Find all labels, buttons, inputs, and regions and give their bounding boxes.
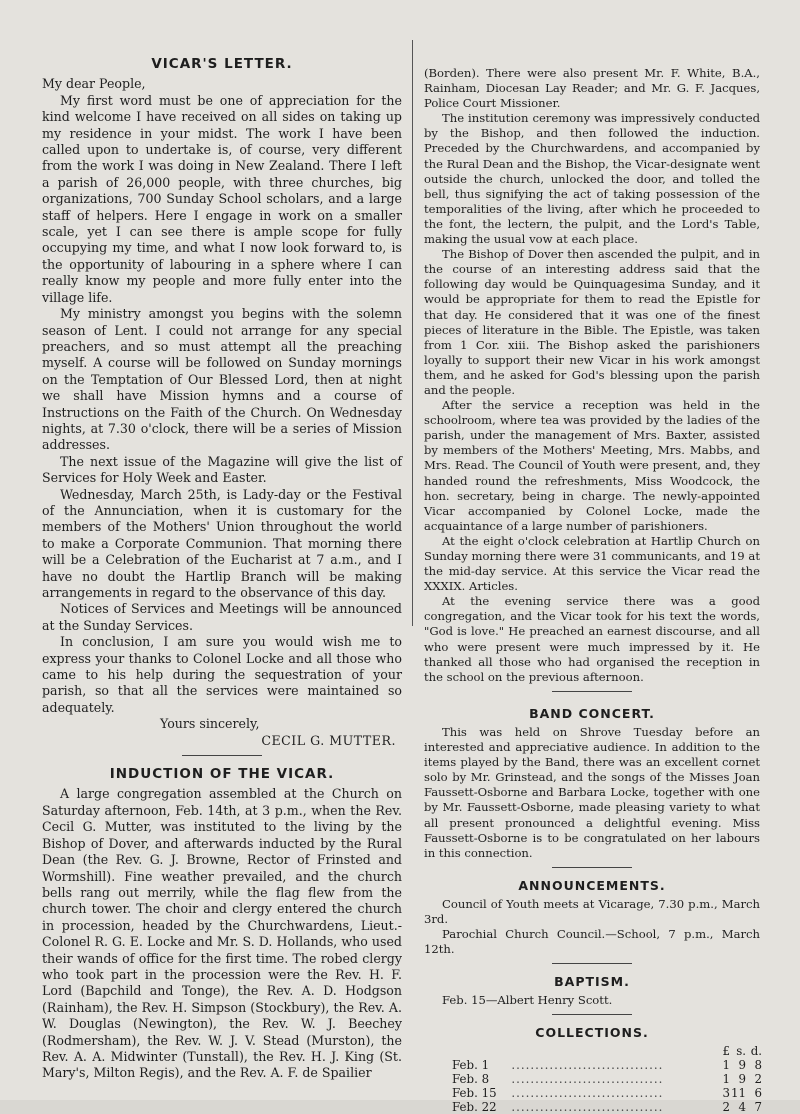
dot-leader: ................................ bbox=[511, 1057, 664, 1072]
collection-pence: 2 bbox=[754, 1071, 762, 1086]
collection-pounds: 1 bbox=[722, 1071, 730, 1086]
collection-pence: 7 bbox=[754, 1099, 762, 1114]
section-rule bbox=[552, 867, 632, 868]
pounds-header: £ bbox=[722, 1043, 730, 1058]
baptism-entry: Feb. 15—Albert Henry Scott. bbox=[442, 993, 613, 1008]
induction-paragraph: The Bishop of Dover then ascended the pulpit, and in the course of an interesting address said that the following day would be Quinquagesima Sunday, and it would be appropriate for them to read the Epistle for that day. He considered that it was one of the finest pieces of literature in the Bible. The Epistle, was taken from 1 Cor. xiii. The Bishop asked the parishioners loyally to support their new Vicar in his work amongst them, and he asked for God's blessing upon the parish and the people. bbox=[424, 247, 760, 397]
letter-paragraph: My ministry amongst you begins with the solemn season of Lent. I could not arrange for any special preachers, and so must attempt all the preaching myself. A course will be followed on Sunday mornings on the Temptation of Our Blessed Lord, then at night we shall have Mission hymns and a course of Instructions on the Faith of the Church. On Wednesday nights, at 7.30 o'clock, there will be a series of Mission addresses. bbox=[42, 306, 402, 453]
collection-pence: 8 bbox=[754, 1057, 762, 1072]
collection-shillings: 9 bbox=[738, 1071, 746, 1086]
induction-paragraph: The institution ceremony was impressively conducted by the Bishop, and then followed the induction. Preceded by the Churchwardens, and accompanied by the Rural Dean and the Bishop, the Vicar-designate went outside the church, unlocked the door, and tolled the bell, thus signifying the act of taking possession of the temporalities of the living, after which he proceeded to the font, the lectern, the pulpit, and the Lord's Table, making the usual vow at each place. bbox=[424, 111, 760, 247]
collection-pounds: 2 bbox=[722, 1099, 730, 1114]
induction-paragraph: A large congregation assembled at the Church on Saturday afternoon, Feb. 14th, at 3 p.m., when the Rev. Cecil G. Mutter, was instituted to the living by the Bishop of Dover, and afterwards inducted by the Rural Dean (the Rev. G. J. Browne, Rector of Frinsted and Wormshill). Fine weather prevailed, and the church bells rang out merrily, while the flag flew from the church tower. The choir and clergy entered the church in procession, headed by the Churchwardens, Lieut.-Colonel R. G. E. Locke and Mr. S. D. Hollands, who used their wands of office for the first time. The robed clergy who took part in the procession were the Rev. H. F. Lord (Bapchild and Tonge), the Rev. A. D. Hodgson (Rainham), the Rev. H. Simpson (Stockbury), the Rev. A. W. Douglas (Newington), the Rev. W. J. Beechey (Rodmersham), the Rev. W. J. V. Stead (Murston), the Rev. A. A. Midwinter (Tunstall), the Rev. H. J. King (St. Mary's, Milton Regis), and the Rev. A. F. de Spailier bbox=[42, 786, 402, 1081]
collection-shillings: 4 bbox=[738, 1099, 746, 1114]
pence-header: d. bbox=[750, 1043, 762, 1058]
vicars-letter-heading: VICAR'S LETTER. bbox=[151, 56, 293, 72]
collection-shillings: 9 bbox=[738, 1057, 746, 1072]
table-row bbox=[452, 1058, 762, 1072]
induction-paragraph: At the evening service there was a good congregation, and the Vicar took for his text the words, "God is love." He preached an earnest discourse, and all who were present were much impressed by it. He thanked all those who had organised the reception in the school on the previous afternoon. bbox=[424, 594, 760, 684]
collection-date: Feb. 8 bbox=[452, 1071, 490, 1086]
column-divider bbox=[412, 40, 413, 626]
collections-table bbox=[452, 1045, 762, 1114]
letter-paragraph: Wednesday, March 25th, is Lady-day or the Festival of the Annunciation, when it is customary for the members of the Mothers' Union throughout the world to make a Corporate Communion. That morning there will be a Celebration of the Eucharist at 7 a.m., and I have no doubt the Hartlip Branch will be making arrangements in regard to the observance of this day. bbox=[42, 486, 402, 600]
induction-paragraph: After the service a reception was held in the schoolroom, where tea was provided by the ladies of the parish, under the management of Mrs. Baxter, assisted by members of the Mothers' Meeting, Mrs. Mabbs, and Mrs. Read. The Council of Youth were present, and, they handed round the refreshments, Miss Woodcock, the hon. secretary, being in charge. The newly-appointed Vicar accompanied by Colonel Locke, made the acquaintance of a large number of parishioners. bbox=[424, 398, 760, 533]
right-column bbox=[424, 66, 760, 1114]
letter-paragraph: The next issue of the Magazine will give the list of Services for Holy Week and Easter. bbox=[42, 453, 402, 486]
dot-leader: ................................ bbox=[511, 1085, 664, 1100]
table-row bbox=[452, 1072, 762, 1086]
dot-leader: ................................ bbox=[511, 1071, 664, 1086]
induction-paragraph-continued: (Borden). There were also present Mr. F. White, B.A., Rainham, Diocesan Lay Reader; and Mr. G. F. Jacques, Police Court Missioner. bbox=[424, 66, 760, 111]
announcement-item: Parochial Church Council.—School, 7 p.m., March 12th. bbox=[424, 927, 760, 957]
section-rule bbox=[552, 963, 632, 964]
collection-pounds: 3 bbox=[722, 1085, 730, 1100]
collection-pence: 6 bbox=[754, 1085, 762, 1100]
section-rule bbox=[552, 1014, 632, 1015]
letter-salutation: My dear People, bbox=[42, 76, 146, 92]
band-concert-paragraph: This was held on Shrove Tuesday before an interested and appreciative audience. In addition to the items played by the Band, there was an excellent cornet solo by Mr. Grinstead, and the songs of the Misses Joan Faussett-Osborne and Barbara Locke, together with one by Mr. Faussett-Osborne, made pleasing variety to what all present pronounced a delightful evening. Miss Faussett-Osborne is to be congratulated on her labours in this connection. bbox=[424, 724, 760, 860]
letter-paragraph: Notices of Services and Meetings will be announced at the Sunday Services. bbox=[42, 601, 402, 633]
table-row bbox=[452, 1100, 762, 1114]
collection-date: Feb. 15 bbox=[452, 1085, 497, 1100]
letter-paragraph: In conclusion, I am sure you would wish me to express your thanks to Colonel Locke and all those who came to his help during the sequestration of your parish, so that all the services were maintained so adequately. bbox=[42, 634, 402, 715]
collections-header-row bbox=[452, 1045, 762, 1058]
band-concert-heading: BAND CONCERT. bbox=[529, 705, 655, 721]
induction-paragraph: At the eight o'clock celebration at Hartlip Church on Sunday morning there were 31 communicants, and 19 at the mid-day service. At this service the Vicar read the XXXIX. Articles. bbox=[424, 533, 760, 594]
announcements-heading: ANNOUNCEMENTS. bbox=[518, 877, 666, 893]
announcement-item: Council of Youth meets at Vicarage, 7.30 p.m., March 3rd. bbox=[424, 896, 760, 926]
table-row bbox=[452, 1086, 762, 1100]
induction-heading: INDUCTION OF THE VICAR. bbox=[109, 766, 335, 783]
section-rule bbox=[552, 691, 632, 692]
dot-leader: ................................ bbox=[511, 1099, 664, 1114]
shillings-header: s. bbox=[736, 1043, 746, 1058]
letter-closing: Yours sincerely, bbox=[160, 716, 260, 732]
collection-pounds: 1 bbox=[722, 1057, 730, 1072]
left-column bbox=[42, 56, 402, 1082]
section-rule bbox=[182, 755, 262, 756]
letter-signature: CECIL G. MUTTER. bbox=[261, 732, 396, 748]
collection-shillings: 11 bbox=[730, 1085, 746, 1100]
collection-date: Feb. 22 bbox=[452, 1099, 497, 1114]
baptism-heading: BAPTISM. bbox=[554, 974, 630, 990]
letter-paragraph: My first word must be one of appreciation for the kind welcome I have received on all sides on taking up my residence in your midst. The work I have been called upon to undertake is, of course, very different from the work I was doing in New Zealand. There I left a parish of 26,000 people, with three churches, big organizations, 700 Sunday School scholars, and a large staff of helpers. Here I engage in work on a smaller scale, yet I can see there is ample scope for fully occupying my time, and what I now look forward to, is the opportunity of labouring in a sphere where I can really know my people and more fully enter into the village life. bbox=[42, 92, 402, 305]
collections-heading: COLLECTIONS. bbox=[535, 1025, 649, 1041]
collection-date: Feb. 1 bbox=[452, 1057, 490, 1072]
